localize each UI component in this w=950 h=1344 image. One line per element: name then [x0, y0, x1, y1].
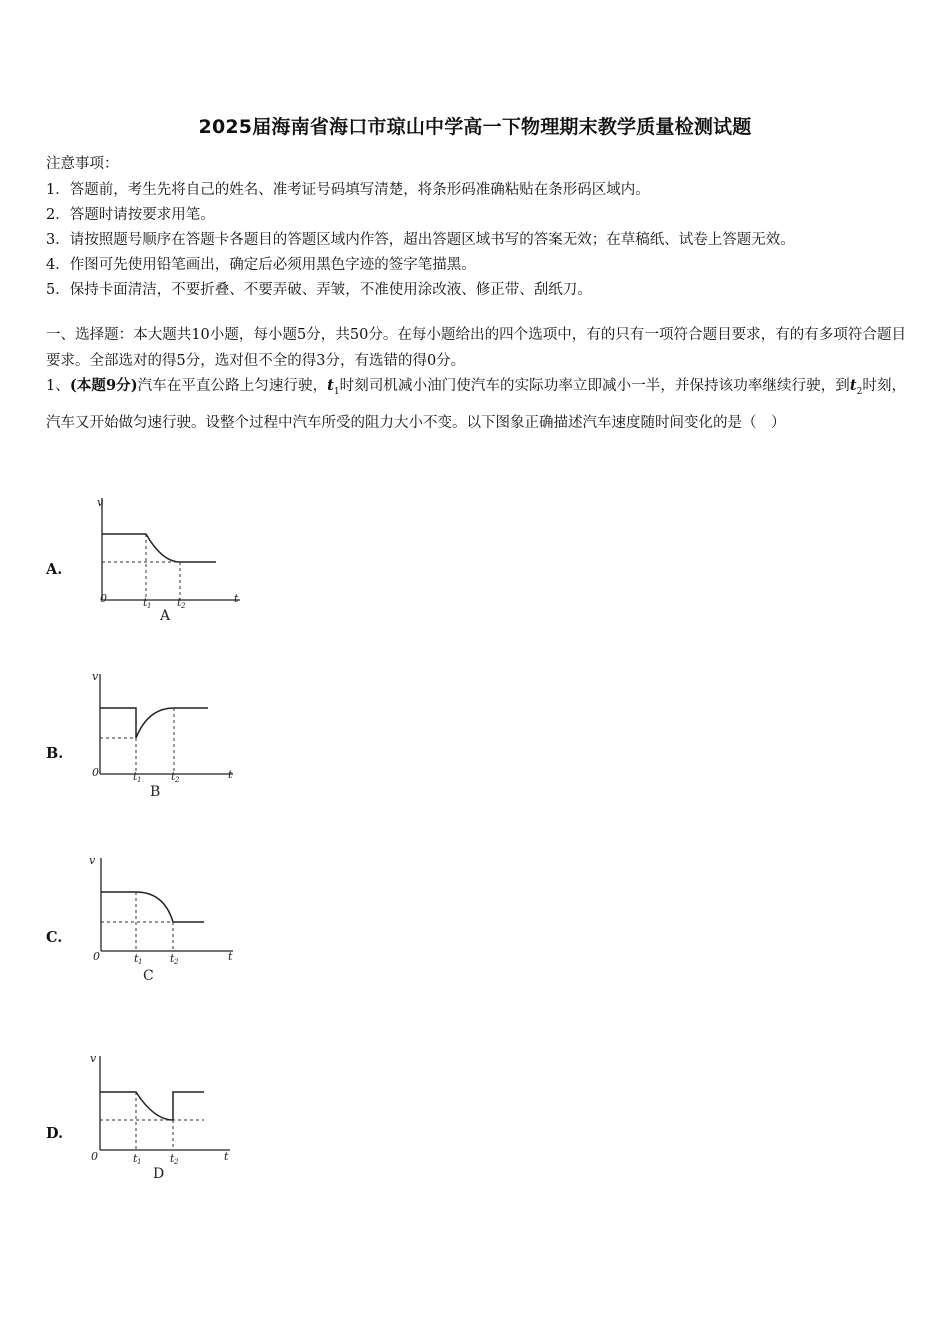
option-c-graph — [88, 852, 253, 987]
question-number: 1、 — [46, 378, 70, 394]
question-1 — [46, 370, 906, 439]
x-axis-label: t — [228, 950, 233, 963]
t2-sub: 2 — [174, 958, 179, 966]
graph-caption: A — [160, 608, 171, 624]
t1-label: t — [133, 1152, 138, 1165]
question-t2: t — [849, 377, 857, 394]
y-axis-label: v — [89, 854, 96, 867]
t2-sub: 2 — [174, 1158, 179, 1166]
option-d-label[interactable]: D. — [46, 1125, 64, 1142]
origin-label: 0 — [91, 1150, 98, 1163]
question-text-part3: 时刻，汽车又开始做匀速行驶。设整个过程中汽车所受的阻力大小不变。以下图象正确描述汽车速度随时间变化的是（ ） — [46, 378, 907, 431]
t1-sub: 1 — [137, 1158, 142, 1166]
option-b-label[interactable]: B. — [46, 745, 64, 762]
y-axis-label: v — [97, 496, 104, 509]
t1-sub: 1 — [147, 602, 152, 610]
t2-label: t — [177, 596, 182, 609]
origin-label: 0 — [100, 592, 107, 605]
question-text-part2: 时刻司机减小油门使汽车的实际功率立即减小一半，并保持该功率继续行驶，到 — [339, 378, 850, 394]
velocity-curve — [102, 534, 216, 562]
velocity-curve — [100, 1092, 204, 1120]
notice-item-3: 3．请按照题号顺序在答题卡各题目的答题区域内作答，超出答题区域书写的答案无效；在草稿纸、试卷上答题无效。 — [46, 232, 795, 248]
notice-item-4: 4．作图可先使用铅笔画出，确定后必须用黑色字迹的签字笔描黑。 — [46, 257, 476, 273]
option-b-graph — [88, 668, 253, 803]
origin-label: 0 — [92, 766, 99, 779]
graph-caption: B — [150, 784, 161, 800]
graph-caption: D — [153, 1166, 165, 1182]
option-c-label[interactable]: C. — [46, 929, 63, 946]
question-text-part1: 汽车在平直公路上匀速行驶， — [137, 378, 328, 394]
notice-item-2: 2．答题时请按要求用笔。 — [46, 207, 215, 223]
option-d-graph — [88, 1050, 253, 1185]
t2-label: t — [171, 770, 176, 783]
question-score: (本题9分) — [69, 377, 138, 394]
t2-label: t — [170, 952, 175, 965]
velocity-curve — [100, 708, 208, 738]
option-a-graph — [88, 492, 253, 627]
notice-item-5: 5．保持卡面清洁，不要折叠、不要弄破、弄皱，不准使用涂改液、修正带、刮纸刀。 — [46, 282, 592, 298]
question-t1-sub: 1 — [333, 386, 340, 397]
option-a-label[interactable]: A. — [46, 561, 63, 578]
y-axis-label: v — [92, 670, 99, 683]
t1-sub: 1 — [138, 958, 143, 966]
t2-sub: 2 — [181, 602, 186, 610]
t2-sub: 2 — [175, 776, 180, 784]
graph-caption: C — [143, 968, 154, 984]
notice-item-1: 1．答题前，考生先将自己的姓名、准考证号码填写清楚，将条形码准确粘贴在条形码区域内。 — [46, 182, 650, 198]
t1-label: t — [133, 770, 138, 783]
t1-sub: 1 — [137, 776, 142, 784]
notice-heading: 注意事项： — [46, 156, 119, 172]
x-axis-label: t — [234, 592, 239, 605]
x-axis-label: t — [228, 768, 233, 781]
velocity-curve — [101, 892, 204, 922]
question-t1: t — [327, 377, 334, 394]
question-t2-sub: 2 — [856, 386, 863, 397]
t1-label: t — [134, 952, 139, 965]
x-axis-label: t — [224, 1150, 229, 1163]
y-axis-label: v — [90, 1052, 97, 1065]
t1-label: t — [143, 596, 148, 609]
section-instructions: 一、选择题：本大题共10小题，每小题5分，共50分。在每小题给出的四个选项中，有的只有一项符合题目要求，有的有多项符合题目要求。全部选对的得5分，选对但不全的得3分，有选错的得0分。 — [46, 327, 906, 369]
page-title: 2025届海南省海口市琼山中学高一下物理期末教学质量检测试题 — [198, 116, 752, 138]
t2-label: t — [170, 1152, 175, 1165]
origin-label: 0 — [93, 950, 100, 963]
